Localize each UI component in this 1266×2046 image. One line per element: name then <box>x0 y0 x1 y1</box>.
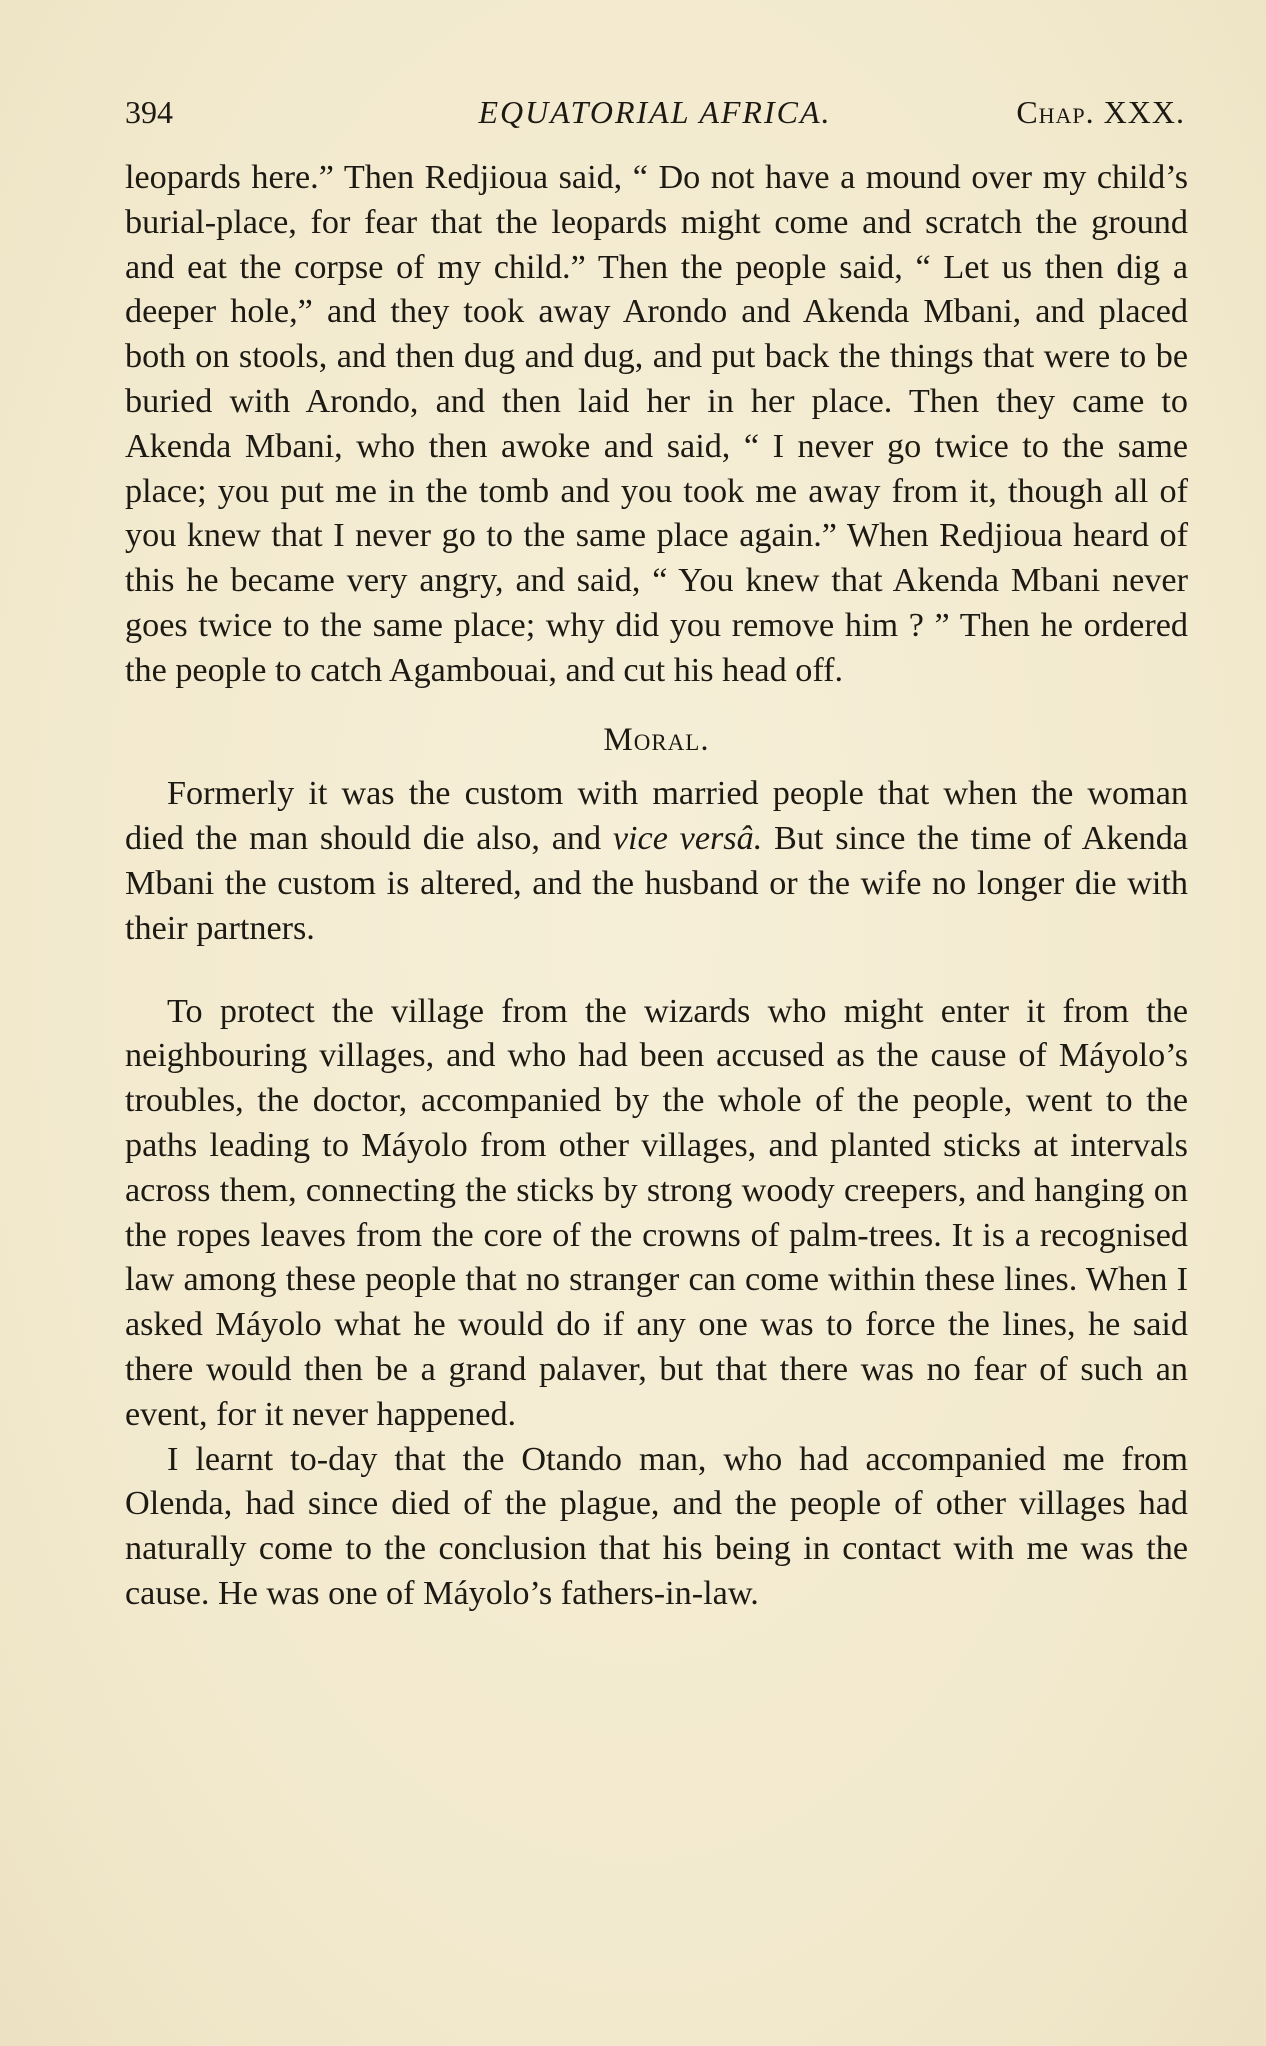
paragraph-continued: leopards here.” Then Redjioua said, “ Do not have a mound over my child’s burial-place, for fear that the leopards might come and scratch the ground and eat the corpse of my child.” Then the people said, “ Let us then dig a deeper hole,” and they took away Arondo and Akenda Mbani, and placed both on stools, and then dug and dug, and put back the things that were to be buried with Arondo, and then laid her in her place. Then they came to Akenda Mbani, who then awoke and said, “ I never go twice to the same place; you put me in the tomb and you took me away from it, though all of you knew that I never go to the same place again.” When Redjioua heard of this he became very angry, and said, “ You knew that Akenda Mbani never goes twice to the same place; why did you remove him ? ” Then he ordered the people to catch Agambouai, and cut his head off. <box>125 159 1188 689</box>
running-head <box>125 90 1185 134</box>
running-title: EQUATORIAL AFRICA. <box>478 94 832 130</box>
paragraph-wizards: To protect the village from the wizards who might enter it from the neighbouring villages, and who had been accused as the cause of Máyolo’s troubles, the doctor, accompanied by the whole of the people, went to the paths leading to Máyolo from other villages, and planted sticks at intervals across them, connecting the sticks by strong woody creepers, and hanging on the ropes leaves from the core of the crowns of palm-trees. It is a recognised law among these people that no stranger can come within these lines. When I asked Máyolo what he would do if any one was to force the lines, he said there would then be a grand palaver, but that there was no fear of such an event, for it never happened. <box>125 992 1188 1433</box>
chapter-label: Chap. XXX. <box>1016 94 1185 130</box>
paragraph-moral <box>125 772 1188 951</box>
moral-text-end: But since the time of Akenda Mbani the custom is altered, and the husband or the wife no longer die with their partners. <box>125 820 1188 947</box>
moral-italic-phrase: vice versâ. <box>612 820 763 858</box>
paragraph-otando: I learnt to-day that the Otando man, who had accompanied me from Olenda, had since died of the plague, and the people of other villages had naturally come to the conclusion that his being in contact with me was the cause. He was one of Máyolo’s fathers-in-law. <box>125 1440 1188 1612</box>
page-number: 394 <box>125 94 173 130</box>
moral-heading: Moral. <box>603 721 710 758</box>
body-text <box>125 156 1188 1617</box>
moral-text-start: Formerly it was the custom with married people that when the woman died the man should die also, and <box>125 775 1188 858</box>
